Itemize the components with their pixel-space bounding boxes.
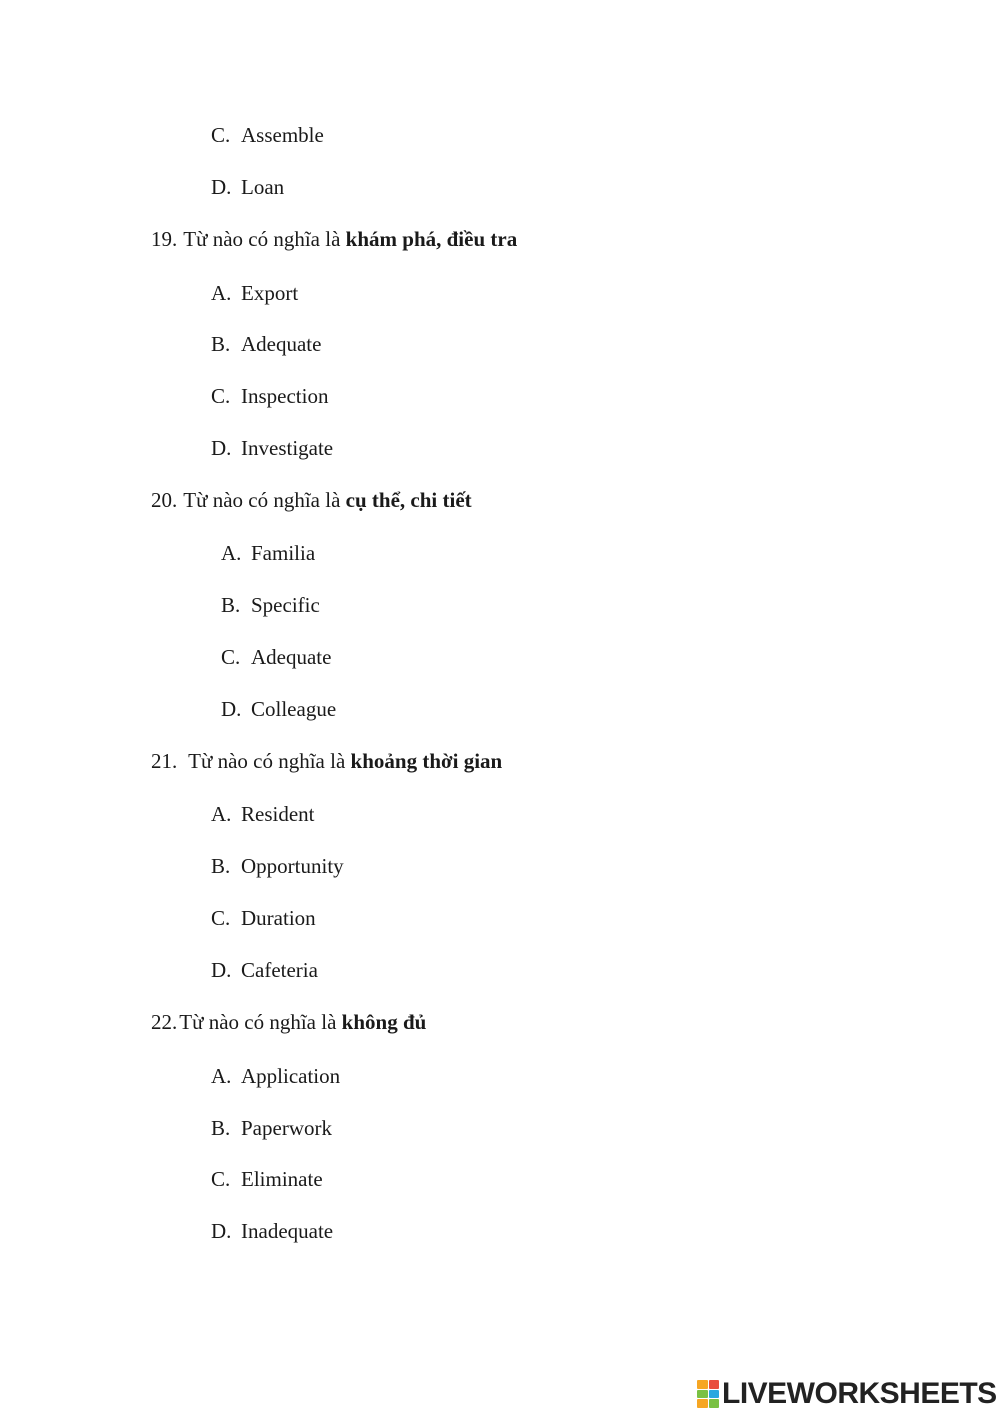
logo-block [709,1390,720,1399]
option-letter: C. [221,645,241,669]
option-letter: A. [221,541,242,565]
question-prompt: Từ nào có nghĩa là [188,749,346,773]
option-a-familia [221,540,315,566]
option-d-colleague [221,696,336,722]
question-21 [151,748,502,774]
option-text: Loan [241,175,285,199]
option-text: Eliminate [241,1167,323,1191]
question-prompt: Từ nào có nghĩa là [179,1010,337,1034]
option-b-paperwork [211,1115,332,1141]
option-d-loan [211,174,284,200]
option-b-adequate [211,331,321,357]
option-text: Duration [241,906,316,930]
logo-block [697,1390,708,1399]
logo-block [709,1399,720,1408]
question-prompt: Từ nào có nghĩa là [183,488,341,512]
liveworksheets-watermark [697,1377,997,1411]
option-letter: C. [211,906,231,930]
option-text: Inadequate [241,1219,334,1243]
option-letter: B. [221,593,241,617]
question-keyword: khám phá, điều tra [345,227,518,251]
option-text: Export [241,281,299,305]
option-text: Application [241,1064,341,1088]
option-d-cafeteria [211,957,318,983]
liveworksheets-logo-icon [697,1380,719,1408]
option-a-export [211,280,298,306]
question-number: 21. [151,749,178,773]
option-text: Adequate [251,645,332,669]
question-number: 20. [151,488,178,512]
question-keyword: khoảng thời gian [350,749,503,773]
option-letter: C. [211,384,231,408]
option-text: Inspection [241,384,329,408]
option-text: Colleague [251,697,337,721]
option-letter: D. [211,1219,232,1243]
option-letter: B. [211,1116,231,1140]
option-c-inspection [211,383,328,409]
question-keyword: cụ thể, chi tiết [345,488,472,512]
option-text: Assemble [241,123,324,147]
option-letter: D. [211,958,232,982]
option-b-specific [221,592,320,618]
option-c-adequate [221,644,331,670]
option-text: Paperwork [241,1116,332,1140]
question-prompt: Từ nào có nghĩa là [183,227,341,251]
option-text: Opportunity [241,854,344,878]
option-text: Familia [251,541,316,565]
option-c-assemble [211,122,324,148]
question-19 [151,226,517,252]
option-c-duration [211,905,316,931]
option-letter: D. [211,436,232,460]
option-a-resident [211,801,315,827]
option-d-investigate [211,435,333,461]
option-letter: B. [211,854,231,878]
option-b-opportunity [211,853,344,879]
option-d-inadequate [211,1218,333,1244]
option-text: Cafeteria [241,958,318,982]
option-letter: C. [211,1167,231,1191]
watermark-text: LIVEWORKSHEETS [722,1377,997,1410]
logo-block [697,1399,708,1408]
option-letter: C. [211,123,231,147]
logo-block [709,1380,720,1389]
option-text: Investigate [241,436,334,460]
option-a-application [211,1063,340,1089]
question-number: 22. [151,1010,178,1034]
question-22 [151,1009,426,1035]
option-c-eliminate [211,1166,323,1192]
question-keyword: không đủ [341,1010,427,1034]
option-letter: A. [211,1064,232,1088]
question-20 [151,487,472,513]
option-text: Resident [241,802,315,826]
option-letter: D. [211,175,232,199]
option-letter: B. [211,332,231,356]
logo-block [697,1380,708,1389]
option-letter: A. [211,281,232,305]
option-text: Adequate [241,332,322,356]
option-text: Specific [251,593,320,617]
question-number: 19. [151,227,178,251]
option-letter: D. [221,697,242,721]
option-letter: A. [211,802,232,826]
